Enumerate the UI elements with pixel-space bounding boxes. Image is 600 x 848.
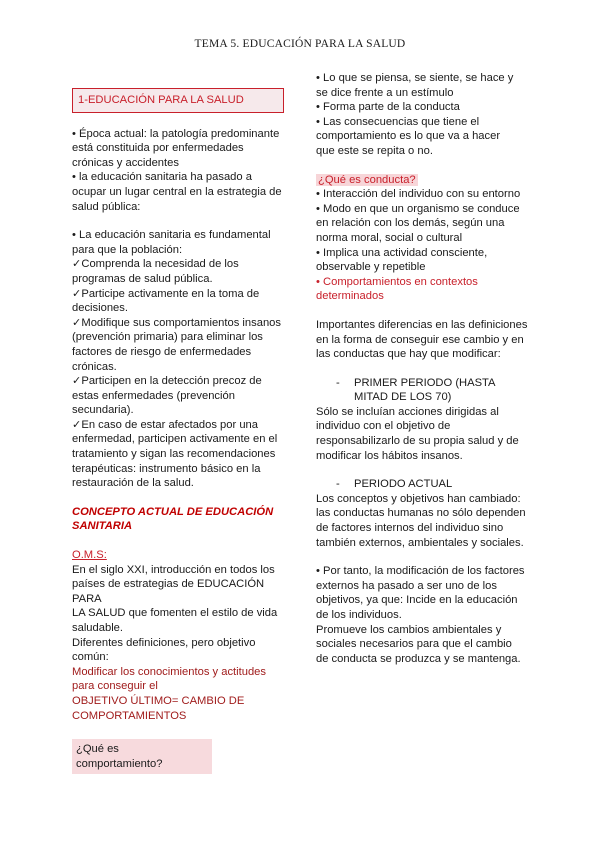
- text-line: en la forma de conseguir ese cambio y en: [316, 333, 524, 346]
- comportamiento-question: ¿Qué es comportamiento?: [72, 739, 212, 774]
- text-line: (prevención primaria) para eliminar los: [72, 331, 263, 344]
- period-1-block: [316, 376, 532, 464]
- text-line: LA SALUD que fomenten el estilo de vida: [72, 607, 278, 620]
- text-line: • La educación sanitaria es fundamental: [72, 229, 271, 242]
- text-line: decisiones.: [72, 302, 128, 315]
- dash-bullet: -: [336, 478, 340, 491]
- text-line: saludable.: [72, 622, 124, 634]
- text-line: de los individuos.: [316, 609, 402, 621]
- text-line: Sólo se incluían acciones dirigidas al: [316, 405, 499, 418]
- concept-heading-line: SANITARIA: [72, 520, 133, 533]
- right-column: [316, 71, 532, 666]
- highlight-line: Modificar los conocimientos y actitudes: [72, 665, 267, 678]
- text-line: de factores internos del individuo sino: [316, 522, 504, 535]
- diferencias-block: [316, 318, 532, 362]
- objectives-block: [72, 228, 287, 491]
- text-line: individuo con el objetivo de: [316, 420, 451, 433]
- text-line: • Por tanto, la modificación de los factores: [316, 565, 525, 578]
- text-line: observable y repetible: [316, 261, 426, 274]
- highlight-line: • Comportamientos en contextos: [316, 275, 478, 288]
- text-line: salud pública:: [72, 200, 141, 213]
- text-line: • Interacción del individuo con su entorno: [316, 188, 521, 201]
- text-line: • Época actual: la patología predominante: [72, 127, 280, 140]
- text-line: crónicas.: [72, 360, 117, 373]
- period-2-label: PERIODO ACTUAL: [354, 478, 453, 491]
- text-line: países de estrategias de EDUCACIÓN: [72, 578, 265, 591]
- text-line: crónicas y accidentes: [72, 156, 179, 169]
- text-line: • Modo en que un organismo se conduce: [316, 202, 520, 215]
- comportamiento-definition: [316, 71, 532, 159]
- text-line: en relación con los demás, según una: [316, 217, 505, 230]
- text-line: las conductas humanas no sólo dependen: [316, 507, 526, 520]
- intro-block: [72, 127, 287, 215]
- period-1-label-cont: MITAD DE LOS 70): [354, 391, 452, 404]
- text-line: programas de salud pública.: [72, 272, 213, 285]
- check-item: ✓Modifique sus comportamientos insanos: [72, 316, 281, 329]
- text-line: responsabilizarlo de su propia salud y de: [316, 435, 519, 448]
- section-heading: 1-EDUCACIÓN PARA LA SALUD: [72, 88, 284, 113]
- text-line: • Lo que se piensa, se siente, se hace y: [316, 72, 514, 84]
- check-item: ✓Participen en la detección precoz de: [72, 375, 262, 388]
- highlight-line: para conseguir el: [72, 680, 158, 693]
- text-line: En el siglo XXI, introducción en todos los: [72, 563, 275, 576]
- text-line: terapéuticas: instrumento básico en la: [72, 462, 261, 475]
- text-line: • Las consecuencias que tiene el: [316, 115, 480, 128]
- period-heading: [316, 376, 532, 391]
- highlight-line: OBJETIVO ÚLTIMO= CAMBIO DE: [72, 694, 245, 707]
- highlight-line: determinados: [316, 290, 384, 303]
- oms-block: [72, 548, 287, 723]
- text-line: que este se repita o no.: [316, 144, 433, 157]
- text-line: está constituida por enfermedades: [72, 142, 244, 155]
- text-line: de conducta se produzca y se mantenga.: [316, 652, 521, 665]
- text-line: • Forma parte de la conducta: [316, 101, 460, 114]
- text-line: también externos, ambientales y sociales.: [316, 536, 524, 549]
- text-line: comportamiento es lo que va a hacer: [316, 130, 501, 143]
- text-line: • Implica una actividad consciente,: [316, 246, 488, 259]
- check-item: ✓En caso de estar afectados por una: [72, 418, 259, 431]
- text-line: las conductas que hay que modificar:: [316, 348, 501, 361]
- text-line: común:: [72, 651, 109, 664]
- text-line: factores de riesgo de enfermedades: [72, 345, 252, 358]
- concept-heading-line: CONCEPTO ACTUAL DE EDUCACIÓN: [72, 505, 274, 518]
- text-line: estas enfermedades (prevención: [72, 389, 235, 402]
- highlight-line: COMPORTAMIENTOS: [72, 709, 187, 722]
- text-line: objetivos, ya que: Incide en la educación: [316, 594, 518, 607]
- text-line: externos ha pasado a ser uno de los: [316, 579, 497, 592]
- text-line: Los conceptos y objetivos han cambiado:: [316, 492, 521, 505]
- final-block: [316, 564, 532, 666]
- text-line: se dice frente a un estímulo: [316, 86, 454, 99]
- oms-label: O.M.S:: [72, 549, 107, 562]
- text-line: enfermedad, participen activamente en el: [72, 433, 278, 446]
- document-title: TEMA 5. EDUCACIÓN PARA LA SALUD: [194, 38, 406, 50]
- text-line: sociales necesarios para que el cambio: [316, 638, 512, 651]
- text-line: ocupar un lugar central en la estrategia de: [72, 185, 282, 198]
- period-1-label: PRIMER PERIODO (HASTA: [354, 376, 496, 389]
- text-line: Importantes diferencias en las definiciones: [316, 318, 528, 331]
- left-column: [72, 88, 287, 774]
- text-line: • la educación sanitaria ha pasado a: [72, 171, 252, 184]
- check-item: ✓Participe activamente en la toma de: [72, 287, 260, 300]
- check-item: ✓Comprenda la necesidad de los: [72, 258, 239, 271]
- text-line: norma moral, social o cultural: [316, 231, 463, 244]
- conducta-block: [316, 173, 532, 304]
- text-line: PARA: [72, 592, 102, 605]
- text-line: Promueve los cambios ambientales y: [316, 623, 502, 636]
- text-line: secundaria).: [72, 404, 134, 417]
- dash-bullet: -: [336, 376, 340, 389]
- text-line: restauración de la salud.: [72, 477, 194, 490]
- text-line: para que la población:: [72, 243, 183, 256]
- period-heading: [316, 477, 532, 492]
- text-line: Diferentes definiciones, pero objetivo: [72, 636, 256, 649]
- conducta-question: ¿Qué es conducta?: [318, 173, 416, 186]
- text-line: modificar los hábitos insanos.: [316, 449, 463, 462]
- text-line: tratamiento y sigan las recomendaciones: [72, 448, 276, 461]
- concept-heading: [72, 505, 287, 534]
- period-2-block: [316, 477, 532, 550]
